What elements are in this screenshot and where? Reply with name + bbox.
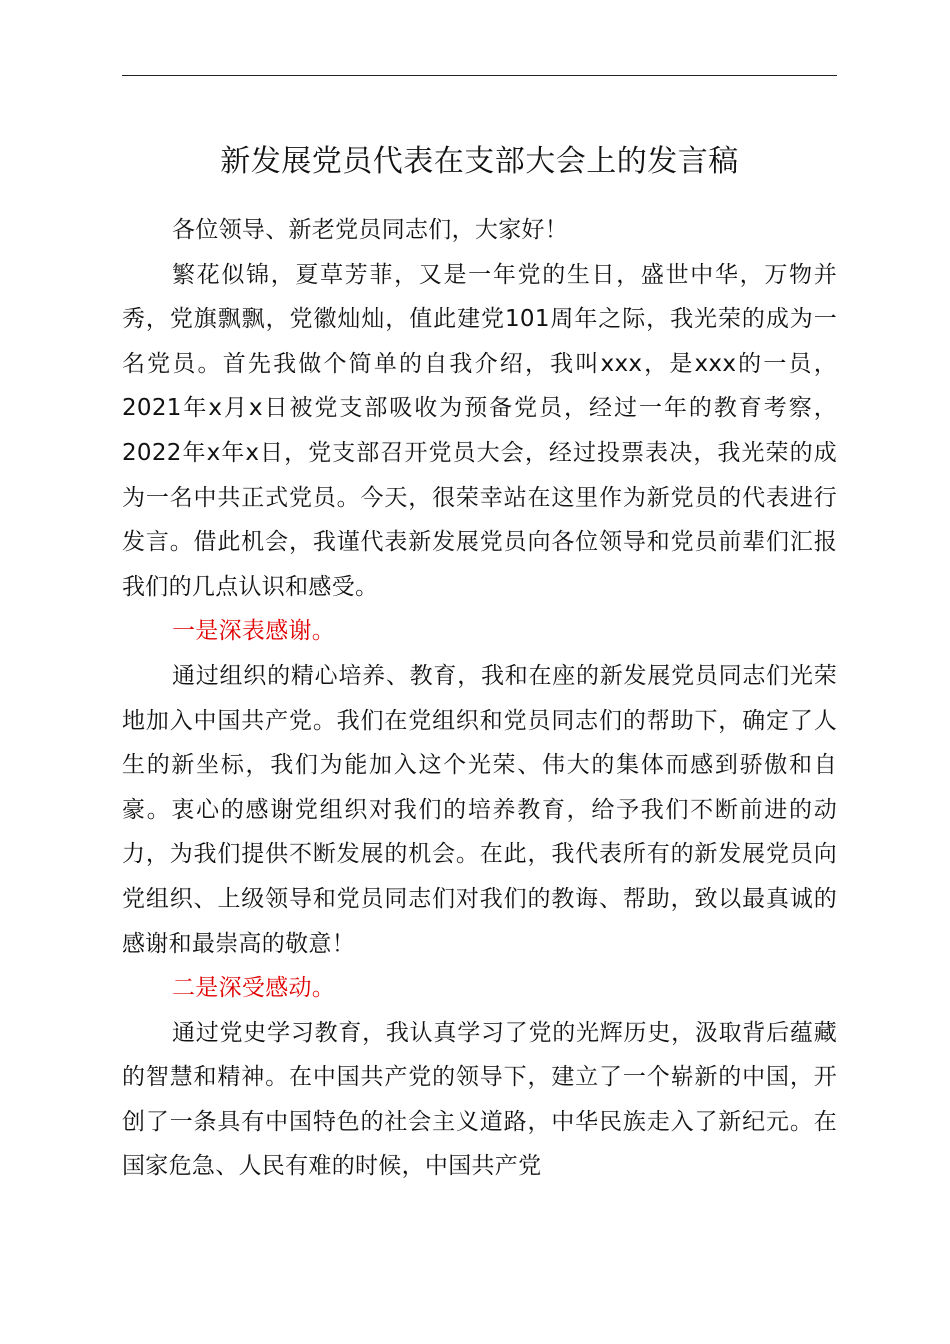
document-title: 新发展党员代表在支部大会上的发言稿 — [220, 144, 739, 179]
section-heading-thanks: 一是深表感谢。 — [172, 618, 336, 645]
header-rule — [122, 75, 837, 76]
section-heading-moved: 二是深受感动。 — [172, 975, 336, 1002]
intro-paragraph: 繁花似锦，夏草芳菲，又是一年党的生日，盛世中华，万物并秀，党旗飘飘，党徽灿灿，值此建党101周年之际，我光荣的成为一名党员。首先我做个简单的自我介绍，我叫xxx，是xxx的一员，2021年x月x日被党支部吸收为预备党员，经过一年的教育考察，2022年x年x日，党支部召开党员大会，经过投票表决，我光荣的成为一名中共正式党员。今天，很荣幸站在这里作为新党员的代表进行发言。借此机会，我谨代表新发展党员向各位领导和党员前辈们汇报我们的几点认识和感受。 — [122, 261, 837, 600]
thanks-paragraph: 通过组织的精心培养、教育，我和在座的新发展党员同志们光荣地加入中国共产党。我们在党组织和党员同志们的帮助下，确定了人生的新坐标，我们为能加入这个光荣、伟大的集体而感到骄傲和自豪。衷心的感谢党组织对我们的培养教育，给予我们不断前进的动力，为我们提供不断发展的机会。在此，我代表所有的新发展党员向党组织、上级领导和党员同志们对我们的教诲、帮助，致以最真诚的感谢和最崇高的敬意！ — [122, 662, 837, 957]
history-paragraph: 通过党史学习教育，我认真学习了党的光辉历史，汲取背后蕴藏的智慧和精神。在中国共产党的领导下，建立了一个崭新的中国，开创了一条具有中国特色的社会主义道路，中华民族走入了新纪元。在国家危急、人民有难的时候，中国共产党 — [122, 1019, 837, 1180]
greeting-paragraph: 各位领导、新老党员同志们，大家好！ — [172, 217, 569, 243]
document-body — [122, 208, 837, 1189]
